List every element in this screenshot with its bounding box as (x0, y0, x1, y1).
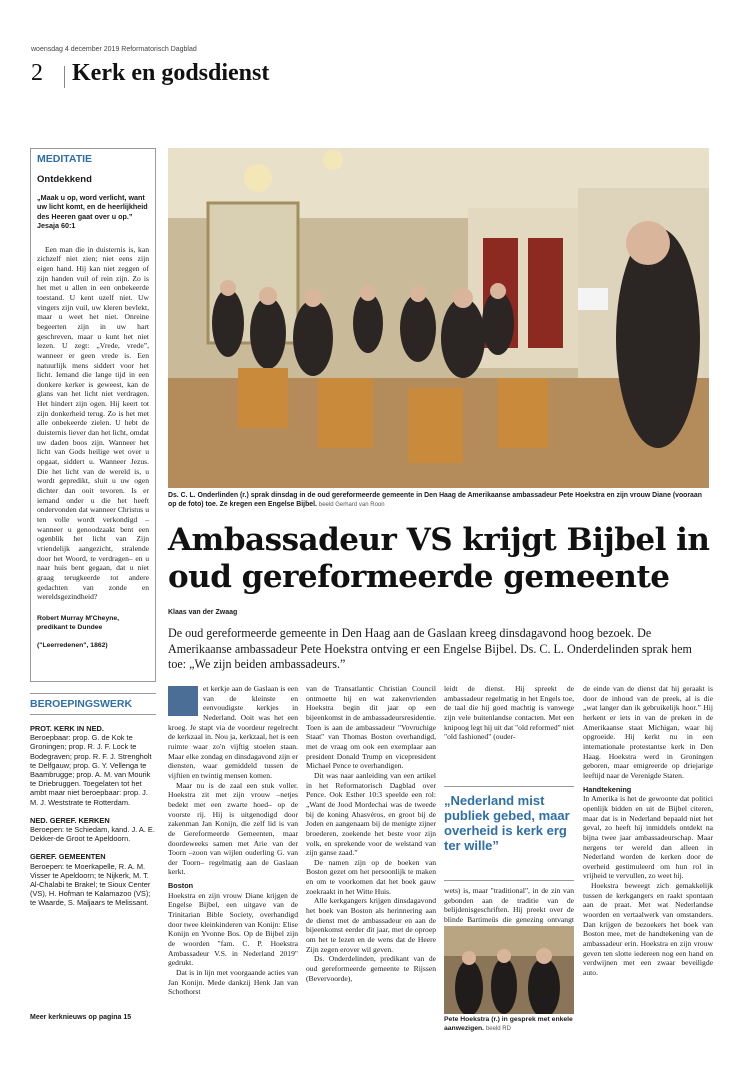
paragraph: Hoekstra beweegt zich gemakkelijk tussen de kerkgangers en raakt spontaan aan de praat. Met wat Nederlandse woorden en vertaalwerk van omstanders. Dan krijgen de bezoekers het boek van Boston mee, met de handtekening van de ambassadeur erin. Hoekstra en zijn vrouw geven ten slotte iedereen nog een hand en verdwijnen met een zwaar beveiligde auto. (583, 881, 713, 978)
list-item (30, 816, 156, 844)
paragraph: Alle kerkgangers krijgen dinsdagavond het boek van Boston als herinnering aan de dienst met de ambassadeur en aan de bijeenkomst eerder dit jaar, met de oproep om het te lezen en de wens dat de Heere Zijn zegen erover wil geven. (306, 896, 436, 954)
small-photo-credit: beeld RD (485, 1025, 511, 1032)
paragraph: wets) is, maar "traditional", in de zin van gebonden aan de traditie van de belijdenisgeschriften. Hij preekt over de blinde Bartimeüs die genezing ontvangt (444, 886, 574, 924)
paragraph: Hoekstra en zijn vrouw Diane krijgen de Engelse Bijbel, een uitgave van de Trinitarian Bible Society, overhandigd door twee kleinkinderen van Konijn: Elise Konijn en Yvonne Bos. Op de Bijbel zijn de woorden "fam. C. P. Hoekstra Ambassadeur V.S. in Nederland 2019" gedrukt. (168, 890, 298, 968)
dateline: woensdag 4 december 2019 Reformatorisch Dagblad (31, 46, 197, 53)
kerknieuws-link[interactable]: Meer kerknieuws op pagina 15 (30, 1014, 132, 1021)
meditatie-subheading: Ontdekkend (37, 174, 92, 185)
meditatie-source: ("Leerredenen", 1862) (37, 641, 108, 649)
paragraph: Maar nu is de zaal een stuk voller. Hoekstra zit met zijn vrouw –netjes bedekt met een zwarte hoed– op de voorste rij. Hij is uitgenodigd door zakenman Jan Konijn, die zelf lid is van de Gereformeerde Gemeenten, maar doordeweeks samen met Arie van der Toorn –zoon van wijlen ouderling G. van der Toorn– regelmatig aan de Gaslaan kerkt. (168, 780, 298, 877)
main-photo (168, 148, 709, 488)
divider (64, 66, 65, 88)
meditatie-quote: „Maak u op, word verlicht, want uw licht komt, en de heerlijkheid des Heeren gaat over u op.” Jesaja 60:1 (37, 193, 148, 231)
page-number: 2 (31, 60, 43, 86)
dropcap-h (168, 686, 198, 716)
small-photo (444, 926, 574, 1014)
meditatie-author: Robert Murray M'Cheyne, predikant te Dundee (37, 614, 120, 631)
byline: Klaas van der Zwaag (168, 609, 238, 616)
article-column-3 (444, 684, 574, 742)
meditatie-heading: MEDITATIE (37, 153, 93, 165)
list-item (30, 724, 156, 807)
paragraph: van de Transatlantic Christian Council ontmoette hij en wat zakenvrienden Hoekstra begin dit jaar op een bijeenkomst in de ambassadeursresidentie. Toen is aan de ambassadeur "Vovruchige Staat" van Thomas Boston overhandigd, met de vraag om ook een exemplaar aan president Donald Trump en vicepresident Michael Pence te overhandigen. (306, 684, 436, 771)
headline: Ambassadeur VS krijgt Bijbel in oud gereformeerde gemeente (168, 522, 710, 595)
paragraph: Dit was naar aanleiding van een artikel in het Reformatorisch Dagblad over Pence. Ook Esther 10:3 speelde een rol: „Want de Jood Mordechai was de tweede bij de koning Ahasvéros, en groot bij de Joden en aangenaam bij de menigte zijner broederen, zoekende het beste voor zijn volk, en sprekende voor de welstand van zijn ganse zaad.” (306, 770, 436, 858)
block-text: Beroepen: te Moerkapelle, R. A. M. Visser te Apeldoorn; te Nijkerk, M. T. Al-Chalabi te Brakel; te Sioux Center (VS), H. Hofman te Kalamazoo (VS); te Waarde, S. Maljaars te Melissant. (30, 861, 151, 908)
section-title: Kerk en godsdienst (72, 60, 270, 86)
block-title: PROT. KERK IN NED. (30, 724, 104, 733)
lead-paragraph: De oud gereformeerde gemeente in Den Haag aan de Gaslaan kreeg dinsdagavond hoog bezoek. De Amerikaanse ambassadeur Pete Hoekstra ontving er een Engelse Bijbel. Ds. C. L. Onderdelinden sprak hem toe: „We zijn beiden ambassadeurs.” (168, 626, 692, 671)
list-item (30, 852, 156, 907)
photo-caption (168, 491, 709, 511)
subheading: Handtekening (583, 784, 632, 794)
small-caption-text: Pete Hoekstra (r.) in gesprek met enkele aanwezigen. (444, 1016, 573, 1032)
meditatie-body: Een man die in duisternis is, kan zichzelf niet zien; niet eens zijn eigen hand. Hij kan niet zeggen of zijn handen vuil of rein zijn. Zo is het met u allen in een onbekeerde toestand. U kent uzelf niet. Uw vingers zijn vuil, uw kleren bevlekt, maar u weet het niet. Onreine begeerten zijn in uw hart geschreven, maar u kunt het niet lezen. U zegt: „Vrede, vrede”, wanneer er geen vrede is. Een natuurlijk mens siddert voor het licht. Iemand die lange tijd in een donkere kerker is geweest, kan de glans van het licht niet verdragen. Het hindert zijn ogen. Hij keert tot zijn donkerheid terug. Zo is het met alle onbekeerde zielen. U hebt de duisternis liever dan het licht, omdat uw daden boos zijn. Wanneer het licht van Gods heilige wet over u opgaat, siddert u. Wanneer Jezus. Die het licht van de wereld is, u wordt gepredikt, sluit u uw ogen dichter dan ooit tevoren. Is er iemand onder u die het heeft ondervonden dat wanneer Christus u ten volle wordt verkondigd –wanneer u genoodzaakt bent een ogenblik het licht van Zijn vriendelijk aangezicht, stralende door het Woord, te verdragen– en u naar huis bent gegaan, dat u niet graag terugkeerde tot andere gedachten van zonde en wereldsgezindheid? (37, 244, 149, 602)
block-title: NED. GEREF. KERKEN (30, 815, 110, 825)
paragraph: de einde van de dienst dat hij geraakt is door de inhoud van de preek, al is die „wat langer dan ik gebruikelijk hoor.” Hij herkent er iets in van de preken in de Amerikaanse staat Michigan, waar hij opgroeide. Hij kerkt nu in een internationale protestantse kerk in Den Haag. Hoekstra werd in Groningen geboren, maar emigreerde op driejarige leeftijd naar de Verenigde Staten. (583, 684, 713, 780)
meditatie-box (30, 148, 156, 682)
beroepingswerk-heading: BEROEPINGSWERK (30, 698, 156, 715)
paragraph: De namen zijn op de boeken van Boston gezet om het persoonlijk te maken en om te voorkomen dat het boek gauw zoekraakt in het Witte Huis. (306, 857, 436, 896)
subheading: Boston (168, 881, 194, 891)
pull-quote: „Nederland mist publiek gebed, maar overheid is kerk erg ter wille” (444, 786, 574, 853)
article-column-4 (583, 684, 713, 978)
paragraph: leidt de dienst. Hij spreekt de ambassadeur regelmatig in het Engels toe, de taal die hij goed machtig is vanwege zijn vele buitenlandse contacten. Met een knipoog legt hij uit dat "old reformed" niet "old fashioned" (ouder- (444, 684, 574, 742)
people-illustration (444, 926, 574, 1014)
paragraph: Dat is in lijn met voorgaande acties van Jan Konijn. Mede dankzij Henk Jan van Schothorst (168, 968, 298, 997)
block-text: Beroepbaar: prop. G. de Kok te Groningen; prop. R. J. F. Lock te Bodegraven; prop. R. F. J. Strengholt te Delfgauw; prop. G. Y. Vellenga te Baambrugge; prop. A. M. van Mourik te Driebruggen. Toegelaten tot het ambt maar niet beroepbaar: prop. J. M. J. Weststrate te Rotterdam. (30, 733, 152, 807)
paragraph: et kerkje aan de Gaslaan is een van de kleinste en eenvoudigste kerkjes in Nederland. Ooit was het een kroeg. Je stapt via de voordeur regelrecht de kerkzaal in. Nou ja, kerkzaal, het is een ruimte waar zo'n vijftig stoelen staan. Maar elke zondag en dinsdagavond zijn er diensten, waar gemiddeld tussen de vijftien en twintig mensen komen. (168, 684, 298, 780)
photo-credit: beeld Gerhard van Roon (318, 502, 385, 509)
paragraph: Ds. Onderdelinden, predikant van de oud gereformeerde gemeente te Rijssen (Bevervoorde), (306, 954, 436, 983)
block-title: GEREF. GEMEENTEN (30, 852, 106, 862)
church-interior-illustration (168, 148, 709, 488)
paragraph: In Amerika is het de gewoonte dat politici openlijk bidden en uit de Bijbel citeren, maar dat is in Nederland bepaald niet het geval, zo heeft hij inmiddels ontdekt na bijna twee jaar ambassadeurschap. Maar nergens ter wereld dan alleen in Nederland worden de kerken door de overheid gestimuleerd om hun rol in vrijheid te vervullen, zo weet hij. (583, 794, 713, 881)
caption-text: Ds. C. L. Onderlinden (r.) sprak dinsdag in de oud gereformeerde gemeente in Den Haag de Amerikaanse ambassadeur Pete Hoekstra en zijn vrouw Diane (vooraan op de foto) toe. Ze kregen een Engelse Bijbel. (168, 492, 702, 509)
article-column-2 (306, 684, 436, 983)
article-column-1 (168, 684, 298, 997)
block-text: Beroepen: te Schiedam, kand. J. A. E. Dekker-de Groot te Apeldoorn. (30, 825, 155, 844)
beroepingswerk-box (30, 693, 156, 1035)
small-photo-caption (444, 1016, 574, 1034)
